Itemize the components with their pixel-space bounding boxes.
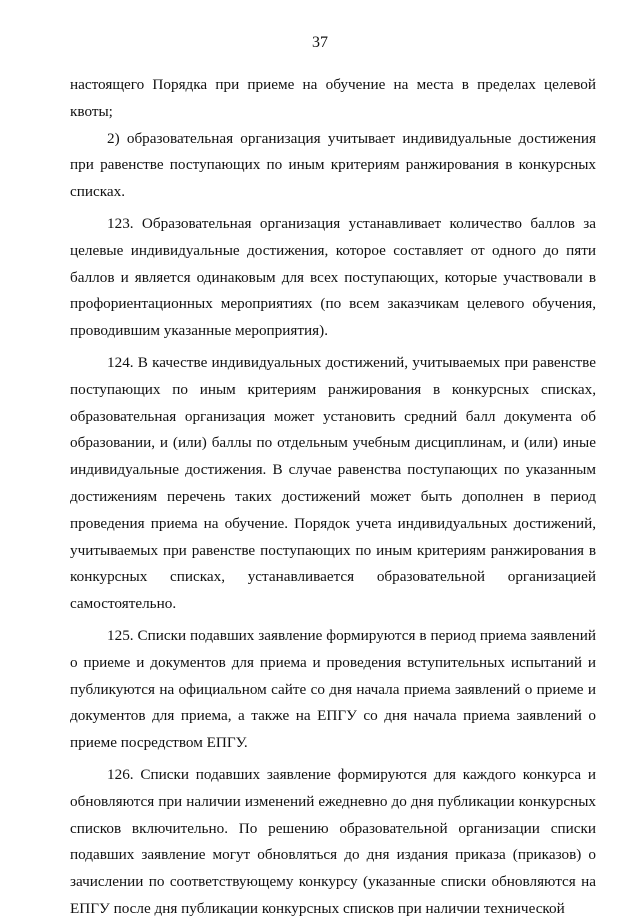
- paragraph-125: 125. Списки подавших заявление формируются в период приема заявлений о приеме и документов для приема и проведения вступительных испытаний и публикуются на официальном сайте со дня начала приема заявлений о приеме и документов для приема, а также на ЕПГУ со дня начала приема заявлений о приеме посредством ЕПГУ.: [70, 626, 596, 752]
- paragraph-continuation: настоящего Порядка при приеме на обучение на места в пределах целевой квоты;: [70, 76, 596, 120]
- paragraph-item-2: 2) образовательная организация учитывает индивидуальные достижения при равенстве поступающих по иным критериям ранжирования в конкурсных списках.: [70, 129, 596, 201]
- paragraph-123: 123. Образовательная организация устанавливает количество баллов за целевые индивидуальные достижения, которое составляет от одного до пяти баллов и является одинаковым для всех поступающих, которые участвовали в профориентационных мероприятиях (по всем заказчикам целевого обучения, проводившим указанные мероприятия).: [70, 214, 596, 340]
- paragraph-126: 126. Списки подавших заявление формируются для каждого конкурса и обновляются при наличии изменений ежедневно до дня публикации конкурсных списков включительно. По решению образовательной организации списки подавших заявление могут обновляться до дня издания приказа (приказов) о зачислении по соответствующему конкурсу (указанные списки обновляются на ЕПГУ после дня публикации конкурсных списков при наличии технической: [70, 765, 596, 917]
- paragraph-124: 124. В качестве индивидуальных достижений, учитываемых при равенстве поступающих по иным критериям ранжирования в конкурсных списках, образовательная организация может установить средний балл документа об образовании, и (или) баллы по отдельным учебным дисциплинам, и (или) иные индивидуальные достижения. В случае равенства поступающих по указанным достижениям перечень таких достижений может быть дополнен в период проведения приема на обучение. Порядок учета индивидуальных достижений, учитываемых при равенстве поступающих по иным критериям ранжирования в конкурсных списках, устанавливается образовательной организацией самостоятельно.: [70, 353, 596, 613]
- document-body: [70, 72, 596, 923]
- page-number: 37: [312, 34, 328, 51]
